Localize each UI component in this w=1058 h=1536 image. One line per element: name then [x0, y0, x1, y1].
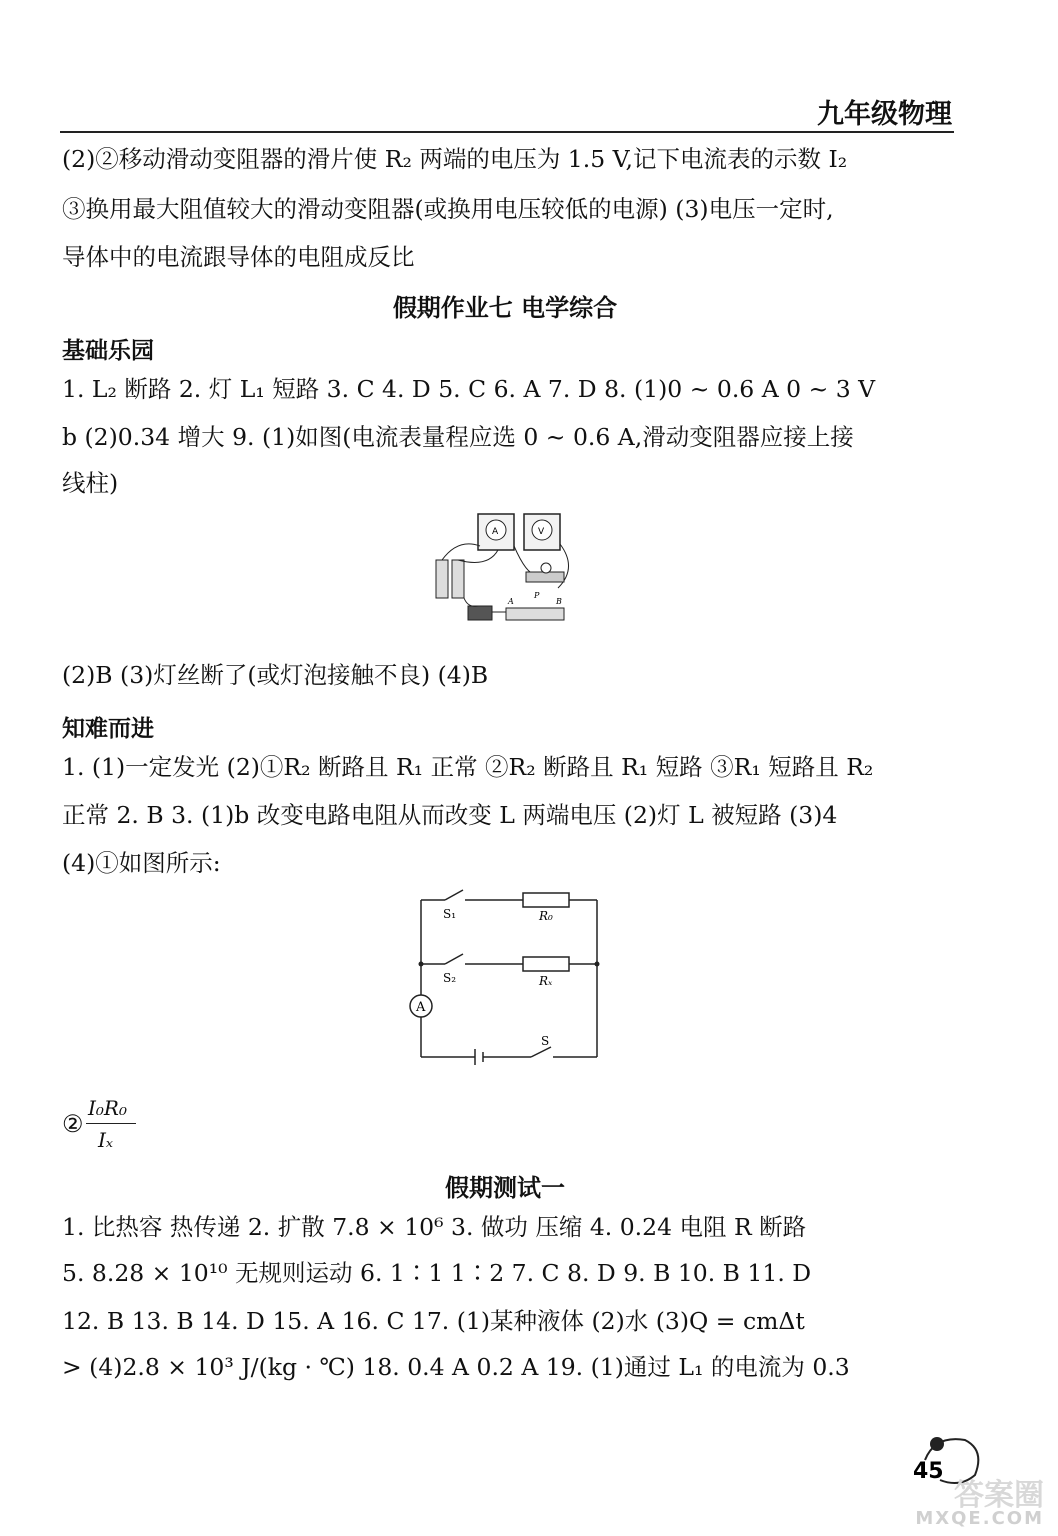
page-number: 45: [913, 1459, 944, 1484]
answer-line-5: 正常 2. B 3. (1)b 改变电路电阻从而改变 L 两端电压 (2)灯 L 被短路 (3)4: [62, 801, 838, 829]
answer-line-2: b (2)0.34 增大 9. (1)如图(电流表量程应选 0 ~ 0.6 A,滑动变阻器应接上接: [62, 423, 854, 451]
svg-text:P: P: [534, 591, 540, 600]
label-switch-s: S: [541, 1034, 550, 1048]
answer-line-6: (4)①如图所示:: [62, 849, 221, 877]
formula-denominator: Iₓ: [98, 1128, 113, 1152]
answer-line-after-figure: (2)B (3)灯丝断了(或灯泡接触不良) (4)B: [62, 661, 489, 689]
answer-line-4: 1. (1)一定发光 (2)①R₂ 断路且 R₁ 正常 ②R₂ 断路且 R₁ 短路 ③R₁ 短路且 R₂: [62, 753, 874, 781]
label-s1: S₁: [443, 907, 457, 921]
label-s2: S₂: [443, 971, 457, 985]
svg-text:A: A: [508, 597, 514, 606]
label-rx: Rₓ: [539, 974, 553, 988]
intro-line-2: ③换用最大阻值较大的滑动变阻器(或换用电压较低的电源) (3)电压一定时,: [62, 195, 834, 223]
fraction-bar: [86, 1123, 136, 1124]
header-title: 九年级物理: [817, 99, 952, 130]
test-line-4: > (4)2.8 × 10³ J/(kg · ℃) 18. 0.4 A 0.2 A 19. (1)通过 L₁ 的电流为 0.3: [62, 1353, 850, 1381]
section-title-test-1: 假期测试一: [445, 1174, 565, 1202]
label-r0: R₀: [539, 909, 553, 923]
subheading-advanced: 知难而进: [62, 716, 154, 742]
formula-numerator: I₀R₀: [88, 1096, 127, 1120]
svg-text:V: V: [538, 527, 545, 537]
test-line-3: 12. B 13. B 14. D 15. A 16. C 17. (1)某种液体 (2)水 (3)Q = cmΔt: [62, 1307, 805, 1335]
intro-line-3: 导体中的电流跟导体的电阻成反比: [62, 243, 415, 271]
answer-line-3: 线柱): [62, 469, 119, 497]
intro-line-1: (2)②移动滑动变阻器的滑片使 R₂ 两端的电压为 1.5 V,记下电流表的示数 I₂: [62, 145, 848, 173]
svg-text:A: A: [492, 527, 499, 537]
apparatus-figure: [428, 508, 578, 638]
header-rule: [60, 131, 954, 133]
section-title-homework-7: 假期作业七 电学综合: [392, 294, 618, 322]
formula-mark: ②: [62, 1110, 84, 1138]
formula-answer: [62, 1096, 162, 1156]
watermark-bottom: MXQE.COM: [915, 1508, 1044, 1529]
circuit-diagram: [405, 885, 610, 1065]
test-line-1: 1. 比热容 热传递 2. 扩散 7.8 × 10⁶ 3. 做功 压缩 4. 0.24 电阻 R 断路: [62, 1213, 807, 1241]
watermark-top: 答案圈: [954, 1478, 1044, 1513]
answer-line-1: 1. L₂ 断路 2. 灯 L₁ 短路 3. C 4. D 5. C 6. A 7. D 8. (1)0 ~ 0.6 A 0 ~ 3 V: [62, 375, 876, 403]
label-ammeter: A: [416, 1000, 426, 1015]
svg-text:B: B: [556, 597, 562, 606]
subheading-basic: 基础乐园: [62, 338, 154, 364]
test-line-2: 5. 8.28 × 10¹⁰ 无规则运动 6. 1∶1 1∶2 7. C 8. D 9. B 10. B 11. D: [62, 1259, 812, 1287]
watermark: [880, 1470, 1050, 1530]
